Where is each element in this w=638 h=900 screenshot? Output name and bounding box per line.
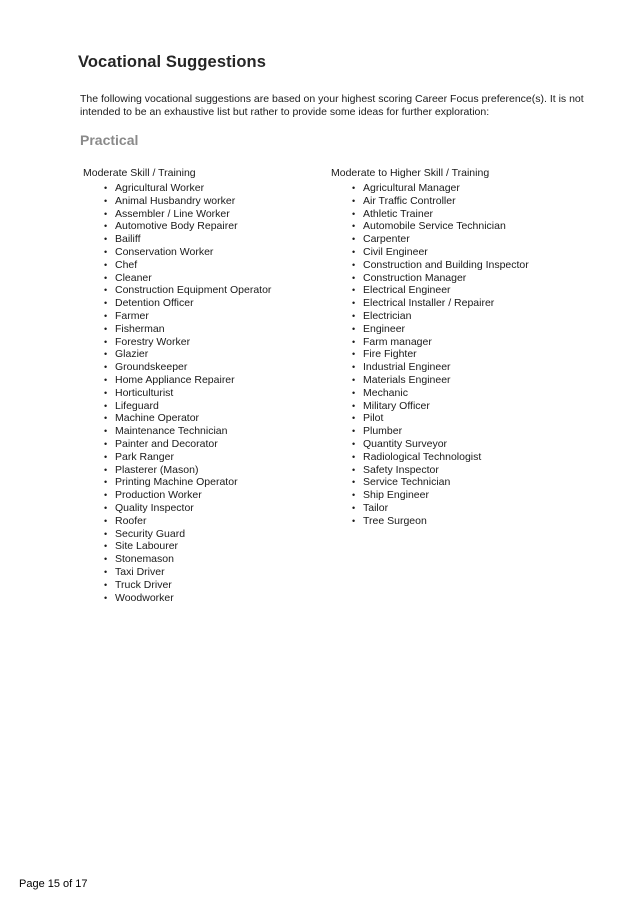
bullet-icon: •: [104, 566, 108, 577]
bullet-icon: •: [104, 246, 108, 257]
list-item: [83, 284, 323, 297]
bullet-icon: •: [352, 272, 356, 283]
list-item-label: Air Traffic Controller: [363, 194, 456, 207]
list-item: [83, 220, 323, 233]
section-title: Practical: [80, 132, 139, 148]
list-item-label: Farm manager: [363, 335, 432, 348]
bullet-icon: •: [104, 502, 108, 513]
bullet-icon: •: [104, 387, 108, 398]
list-item-label: Athletic Trainer: [363, 207, 434, 220]
list-item: [331, 451, 581, 464]
list-item: [83, 553, 323, 566]
list-item: [83, 489, 323, 502]
bullet-icon: •: [104, 579, 108, 590]
bullet-icon: •: [352, 323, 356, 334]
list-item: [83, 451, 323, 464]
list-item-label: Electrician: [363, 309, 412, 322]
intro-paragraph: The following vocational suggestions are based on your highest scoring Career Focus preference(s). It is not intended to be an exhaustive list but rather to provide some ideas for further exploration:: [80, 93, 584, 118]
moderate-skill-column: [83, 166, 323, 604]
higher-skill-column: [331, 166, 581, 528]
list-item-label: Tailor: [363, 501, 389, 514]
list-item-label: Construction and Building Inspector: [363, 258, 529, 271]
bullet-icon: •: [352, 259, 356, 270]
list-item: [331, 425, 581, 438]
bullet-icon: •: [352, 234, 356, 245]
bullet-icon: •: [104, 285, 108, 296]
bullet-icon: •: [104, 183, 108, 193]
bullet-icon: •: [104, 541, 108, 552]
list-item-label: Military Officer: [363, 399, 430, 412]
bullet-icon: •: [352, 246, 356, 257]
list-item-label: Pilot: [363, 412, 384, 425]
list-item-label: Tree Surgeon: [363, 514, 427, 527]
bullet-icon: •: [352, 502, 356, 513]
list-item: [331, 323, 581, 336]
list-item: [331, 489, 581, 502]
list-item: [83, 579, 323, 592]
list-item-label: Security Guard: [115, 527, 186, 540]
list-item-label: Site Labourer: [115, 540, 179, 553]
bullet-icon: •: [352, 208, 356, 219]
list-item: [83, 195, 323, 208]
list-item: [83, 540, 323, 553]
bullet-icon: •: [352, 374, 356, 385]
list-item: [83, 208, 323, 221]
list-item: [83, 348, 323, 361]
list-item-label: Bailiff: [115, 233, 141, 246]
list-item-label: Taxi Driver: [115, 565, 165, 578]
list-item-label: Civil Engineer: [363, 245, 428, 258]
list-item-label: Maintenance Technician: [115, 425, 228, 438]
list-item-label: Carpenter: [363, 233, 410, 246]
bullet-icon: •: [352, 387, 356, 398]
bullet-icon: •: [104, 272, 108, 283]
list-item: [83, 592, 323, 605]
list-item: [331, 348, 581, 361]
list-item-label: Stonemason: [115, 553, 174, 566]
bullet-icon: •: [104, 451, 108, 462]
list-item-label: Mechanic: [363, 386, 408, 399]
list-item: [83, 400, 323, 413]
bullet-icon: •: [104, 349, 108, 360]
list-item: [83, 310, 323, 323]
list-item: [331, 412, 581, 425]
list-item: [331, 195, 581, 208]
bullet-icon: •: [104, 195, 108, 206]
bullet-icon: •: [104, 336, 108, 347]
list-item-label: Ship Engineer: [363, 489, 429, 502]
bullet-icon: •: [104, 477, 108, 488]
bullet-icon: •: [352, 477, 356, 488]
list-item: [83, 502, 323, 515]
bullet-icon: •: [104, 400, 108, 411]
bullet-icon: •: [352, 349, 356, 360]
bullet-icon: •: [352, 285, 356, 296]
list-item: [331, 336, 581, 349]
list-item: [331, 502, 581, 515]
bullet-icon: •: [104, 221, 108, 232]
bullet-icon: •: [104, 515, 108, 526]
list-item: [331, 272, 581, 285]
bullet-icon: •: [104, 490, 108, 501]
list-item-label: Painter and Decorator: [115, 437, 218, 450]
list-item-label: Fire Fighter: [363, 348, 417, 361]
job-list: [331, 182, 581, 528]
bullet-icon: •: [104, 310, 108, 321]
bullet-icon: •: [104, 259, 108, 270]
bullet-icon: •: [352, 515, 356, 526]
list-item: [83, 272, 323, 285]
list-item-label: Roofer: [115, 514, 147, 527]
bullet-icon: •: [352, 490, 356, 501]
list-item-label: Park Ranger: [115, 450, 174, 463]
bullet-icon: •: [104, 413, 108, 424]
list-item: [83, 374, 323, 387]
list-item-label: Fisherman: [115, 322, 165, 335]
list-item-label: Glazier: [115, 348, 149, 361]
list-item: [331, 259, 581, 272]
bullet-icon: •: [104, 464, 108, 475]
bullet-icon: •: [352, 298, 356, 309]
list-item: [83, 233, 323, 246]
list-item: [331, 220, 581, 233]
bullet-icon: •: [104, 438, 108, 449]
list-item-label: Groundskeeper: [115, 361, 188, 374]
bullet-icon: •: [104, 374, 108, 385]
bullet-icon: •: [352, 451, 356, 462]
list-item: [331, 476, 581, 489]
bullet-icon: •: [352, 413, 356, 424]
list-item-label: Materials Engineer: [363, 373, 451, 386]
list-item-label: Electrical Engineer: [363, 284, 451, 297]
bullet-icon: •: [352, 336, 356, 347]
list-item: [331, 297, 581, 310]
list-item-label: Agricultural Manager: [363, 182, 460, 194]
bullet-icon: •: [352, 310, 356, 321]
bullet-icon: •: [104, 528, 108, 539]
bullet-icon: •: [104, 554, 108, 565]
list-item: [331, 438, 581, 451]
bullet-icon: •: [352, 362, 356, 373]
list-item-label: Home Appliance Repairer: [115, 373, 235, 386]
job-list: [83, 182, 323, 604]
list-item: [83, 297, 323, 310]
list-item: [83, 182, 323, 195]
list-item: [83, 323, 323, 336]
list-item: [83, 387, 323, 400]
list-item-label: Lifeguard: [115, 399, 159, 412]
list-item-label: Construction Equipment Operator: [115, 284, 272, 297]
list-item-label: Machine Operator: [115, 412, 200, 425]
list-item: [331, 361, 581, 374]
list-item-label: Automotive Body Repairer: [115, 220, 238, 233]
list-item-label: Plasterer (Mason): [115, 463, 199, 476]
list-item: [83, 259, 323, 272]
bullet-icon: •: [352, 426, 356, 437]
list-item-label: Construction Manager: [363, 271, 467, 284]
list-item: [331, 233, 581, 246]
list-item-label: Detention Officer: [115, 297, 194, 310]
bullet-icon: •: [352, 464, 356, 475]
list-item: [83, 246, 323, 259]
bullet-icon: •: [104, 592, 108, 603]
list-item-label: Cleaner: [115, 271, 152, 284]
list-item: [331, 515, 581, 528]
list-item-label: Printing Machine Operator: [115, 476, 238, 489]
list-item: [83, 412, 323, 425]
list-item-label: Radiological Technologist: [363, 450, 482, 463]
bullet-icon: •: [352, 183, 356, 193]
list-item: [83, 464, 323, 477]
bullet-icon: •: [352, 438, 356, 449]
list-item-label: Farmer: [115, 309, 149, 322]
list-item-label: Electrical Installer / Repairer: [363, 297, 495, 310]
column-heading: Moderate to Higher Skill / Training: [331, 167, 490, 179]
list-item: [83, 476, 323, 489]
list-item: [331, 387, 581, 400]
list-item-label: Production Worker: [115, 489, 202, 502]
list-item: [83, 438, 323, 451]
column-heading: Moderate Skill / Training: [83, 167, 196, 179]
list-item: [331, 374, 581, 387]
bullet-icon: •: [352, 221, 356, 232]
list-item-label: Quality Inspector: [115, 501, 194, 514]
list-item: [83, 336, 323, 349]
list-item-label: Automobile Service Technician: [363, 220, 506, 233]
list-item: [331, 208, 581, 221]
bullet-icon: •: [104, 208, 108, 219]
list-item-label: Horticulturist: [115, 386, 174, 399]
list-item-label: Agricultural Worker: [115, 182, 205, 194]
list-item: [83, 425, 323, 438]
page-number: Page 15 of 17: [19, 878, 88, 890]
list-item-label: Truck Driver: [115, 578, 172, 591]
list-item-label: Industrial Engineer: [363, 361, 451, 374]
list-item: [83, 361, 323, 374]
list-item: [331, 246, 581, 259]
list-item: [331, 400, 581, 413]
bullet-icon: •: [104, 426, 108, 437]
list-item-label: Animal Husbandry worker: [115, 194, 236, 207]
list-item-label: Quantity Surveyor: [363, 437, 448, 450]
list-item: [331, 310, 581, 323]
list-item: [331, 284, 581, 297]
list-item: [83, 566, 323, 579]
list-item-label: Woodworker: [115, 591, 174, 604]
list-item: [331, 182, 581, 195]
list-item-label: Assembler / Line Worker: [115, 207, 230, 220]
list-item: [83, 528, 323, 541]
list-item-label: Service Technician: [363, 476, 451, 489]
list-item-label: Conservation Worker: [115, 245, 214, 258]
page-title: Vocational Suggestions: [78, 53, 267, 71]
bullet-icon: •: [104, 323, 108, 334]
bullet-icon: •: [352, 400, 356, 411]
bullet-icon: •: [104, 234, 108, 245]
list-item-label: Plumber: [363, 425, 403, 438]
list-item-label: Chef: [115, 258, 138, 271]
bullet-icon: •: [104, 298, 108, 309]
list-item-label: Engineer: [363, 322, 406, 335]
list-item-label: Safety Inspector: [363, 463, 439, 476]
list-item: [331, 464, 581, 477]
bullet-icon: •: [104, 362, 108, 373]
list-item: [83, 515, 323, 528]
list-item-label: Forestry Worker: [115, 335, 191, 348]
bullet-icon: •: [352, 195, 356, 206]
